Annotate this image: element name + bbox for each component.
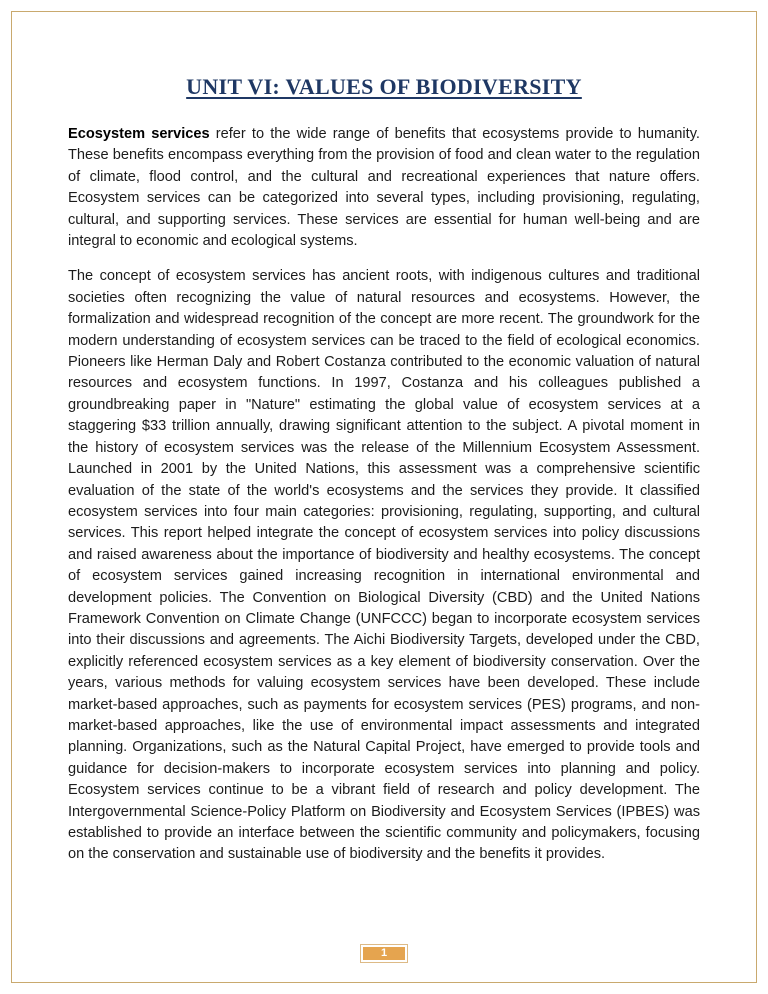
page-number: 1 — [363, 947, 405, 960]
paragraph-lead-bold: Ecosystem services — [68, 126, 210, 142]
paragraph-history: The concept of ecosystem services has ancient roots, with indigenous cultures and traditional societies often recognizing the value of natural resources and ecosystems. However, the formalization and widespread recognition of the concept are more recent. The groundwork for the modern understanding of ecosystem services can be traced to the field of ecological economics. Pioneers like Herman Daly and Robert Costanza contributed to the economic valuation of natural resources and ecosystem functions. In 1997, Costanza and his colleagues published a groundbreaking paper in "Nature" estimating the global value of ecosystem services at a staggering $33 trillion annually, drawing significant attention to the subject. A pivotal moment in the history of ecosystem services was the release of the Millennium Ecosystem Assessment. Launched in 2001 by the United Nations, this assessment was a comprehensive scientific evaluation of the state of the world's ecosystems and the services they provide. It classified ecosystem services into four main categories: provisioning, regulating, supporting, and cultural services. This report helped integrate the concept of ecosystem services into policy discussions and raised awareness about the importance of biodiversity and healthy ecosystems. The concept of ecosystem services gained increasing recognition in international environmental and development policies. The Convention on Biological Diversity (CBD) and the United Nations Framework Convention on Climate Change (UNFCCC) began to incorporate ecosystem services into their discussions and agreements. The Aichi Biodiversity Targets, developed under the CBD, explicitly referenced ecosystem services as a key element of biodiversity conservation. Over the years, various methods for valuing ecosystem services have been developed. These include market-based approaches, such as payments for ecosystem services (PES) programs, and non-market-based approaches, like the use of environmental impact assessments and integrated planning. Organizations, such as the Natural Capital Project, have emerged to provide tools and guidance for decision-makers to incorporate ecosystem services into planning and policy. Ecosystem services continue to be a vibrant field of research and policy development. The Intergovernmental Science-Policy Platform on Biodiversity and Ecosystem Services (IPBES) was established to provide an interface between the scientific community and policymakers, focusing on the conservation and sustainable use of biodiversity and the benefits it provides. — [68, 268, 700, 863]
page-number-badge — [360, 944, 408, 963]
paragraph-ecosystem-services — [68, 124, 700, 252]
paragraph-body-text: refer to the wide range of benefits that ecosystems provide to humanity. These benefits encompass everything from the provision of food and clean water to the regulation of climate, flood control, and the cultural and recreational experiences that nature offers. Ecosystem services can be categorized into several types, including provisioning, regulating, cultural, and supporting services. These services are essential for human well-being and are integral to economic and ecological systems. — [68, 126, 700, 250]
document-title: UNIT VI: VALUES OF BIODIVERSITY — [186, 74, 582, 99]
document-content — [68, 74, 700, 880]
